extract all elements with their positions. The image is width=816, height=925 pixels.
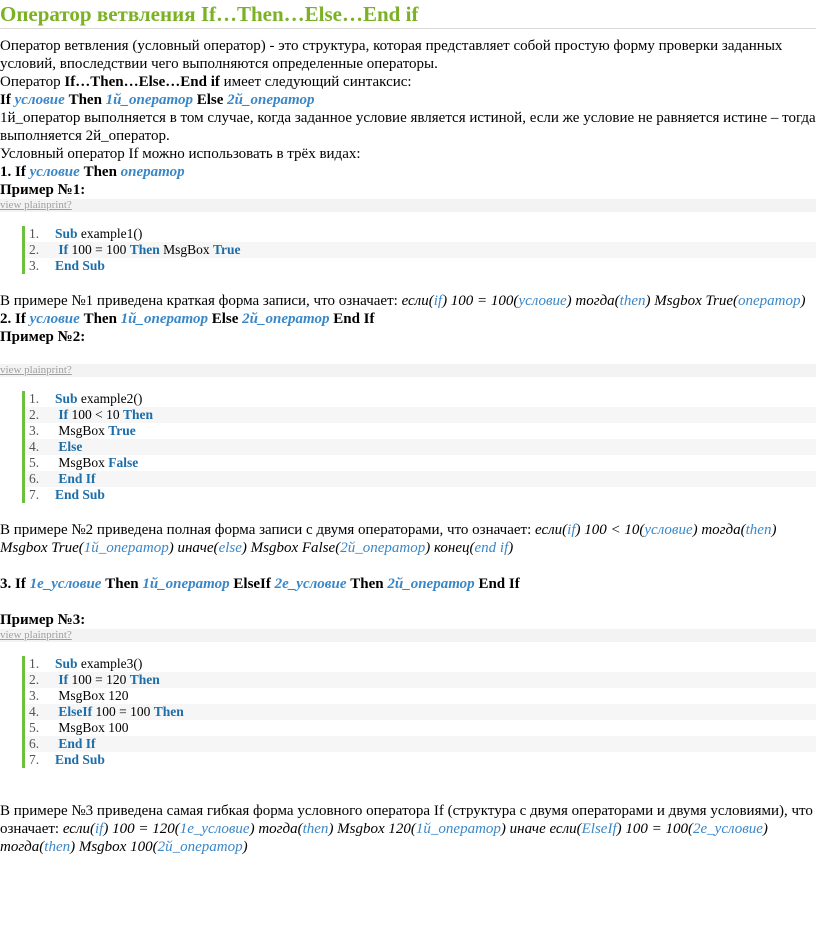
example3-description — [0, 802, 816, 856]
code-text — [55, 258, 105, 274]
code-keyword: If — [58, 407, 69, 422]
view-plainprint-link-1[interactable]: view plainprint? — [0, 199, 816, 212]
text: ) Msgbox True( — [645, 293, 738, 309]
text: 1й_оператор — [105, 92, 193, 108]
text: 2й_оператор — [340, 540, 426, 556]
text: 1. If — [0, 164, 30, 180]
text: 1й_оператор — [415, 821, 501, 837]
text: условие — [518, 293, 567, 309]
code-line — [25, 439, 816, 455]
text: ) Msgbox False( — [241, 540, 341, 556]
text: условие — [14, 92, 65, 108]
code-keyword: End Sub — [55, 258, 105, 273]
text: ) — [242, 839, 248, 855]
text: условие — [29, 164, 80, 180]
code-keyword: Then — [153, 704, 184, 719]
text: В примере №1 приведена краткая форма записи, что означает: — [0, 293, 402, 309]
text: Then — [64, 92, 106, 108]
code-line — [25, 391, 816, 407]
line-number: 5. — [29, 720, 40, 735]
text: 3. If — [0, 576, 30, 592]
code-text — [55, 407, 153, 423]
code-keyword: Sub — [55, 226, 78, 241]
code-text — [55, 752, 105, 768]
code-keyword: If — [58, 672, 69, 687]
code-keyword: End Sub — [55, 752, 105, 767]
text: then — [619, 293, 646, 309]
code-fragment: 100 = 100 — [92, 704, 154, 719]
code-line — [25, 242, 816, 258]
code-fragment: example1() — [77, 226, 143, 241]
code-text — [55, 688, 129, 704]
code-line — [25, 688, 816, 704]
line-number: 2. — [29, 242, 40, 257]
text: then — [302, 821, 329, 837]
code-fragment: MsgBox — [58, 423, 109, 438]
text: если( — [62, 821, 95, 837]
code-line — [25, 455, 816, 471]
syntax-line — [0, 91, 816, 109]
form2-heading — [0, 310, 816, 328]
code-line — [25, 471, 816, 487]
line-number: 1. — [29, 656, 40, 671]
text: ) 100 = 100( — [616, 821, 694, 837]
code-fragment: 100 = 100 — [68, 242, 130, 257]
code-block-3 — [22, 656, 816, 768]
text: then — [44, 839, 71, 855]
text: if — [567, 522, 576, 538]
text: if — [95, 821, 104, 837]
text: условие — [29, 311, 80, 327]
text: If…Then…Else…End if — [64, 74, 220, 90]
line-number: 3. — [29, 258, 40, 273]
text: Пример №3: — [0, 612, 86, 628]
text: end if — [474, 540, 509, 556]
text: 2е_условие — [274, 576, 347, 592]
code-fragment: 100 = 120 — [68, 672, 130, 687]
text: Else — [207, 311, 243, 327]
code-text — [55, 423, 136, 439]
line-number: 3. — [29, 688, 40, 703]
code-line — [25, 752, 816, 768]
text: 2. If — [0, 311, 30, 327]
text: ) Msgbox True( — [0, 522, 777, 556]
text: 1й_оператор — [142, 576, 230, 592]
text: Пример №2: — [0, 329, 86, 345]
text: оператор — [738, 293, 801, 309]
code-keyword: Then — [129, 242, 160, 257]
code-line — [25, 423, 816, 439]
code-text — [55, 226, 142, 242]
example2-description — [0, 521, 816, 557]
text: ) конец( — [425, 540, 475, 556]
code-keyword: End If — [58, 736, 96, 751]
line-number: 1. — [29, 226, 40, 241]
code-keyword: True — [108, 423, 136, 438]
code-keyword: Then — [123, 407, 154, 422]
text: ElseIf — [581, 821, 617, 837]
code-text — [55, 455, 138, 471]
code-fragment: example2() — [77, 391, 143, 406]
code-text — [55, 391, 142, 407]
code-text — [55, 471, 96, 487]
text: 2й_оператор — [157, 839, 243, 855]
text: ) иначе( — [168, 540, 219, 556]
code-line — [25, 258, 816, 274]
text: ) — [508, 540, 514, 556]
text: 1е_условие — [29, 576, 102, 592]
text: Else — [192, 92, 228, 108]
code-text — [55, 704, 184, 720]
line-number: 5. — [29, 455, 40, 470]
code-keyword: False — [108, 455, 139, 470]
code-text — [55, 487, 105, 503]
line-number: 6. — [29, 736, 40, 751]
example1-description — [0, 292, 816, 310]
form3-heading — [0, 575, 816, 593]
text: ) тогда( — [566, 293, 620, 309]
code-fragment: example3() — [77, 656, 143, 671]
code-keyword: End Sub — [55, 487, 105, 502]
text: 2й_оператор — [387, 576, 475, 592]
text: End If — [474, 576, 520, 592]
text: ) тогда( — [692, 522, 746, 538]
line-number: 4. — [29, 704, 40, 719]
code-fragment: MsgBox — [159, 242, 214, 257]
code-text — [55, 656, 142, 672]
code-text — [55, 672, 160, 688]
text: ) иначе если( — [500, 821, 582, 837]
code-line — [25, 407, 816, 423]
code-keyword: End If — [58, 471, 96, 486]
text: 2е_условие — [693, 821, 763, 837]
text: В примере №2 приведена полная форма записи с двумя операторами, что означает: — [0, 522, 536, 538]
text: Then — [346, 576, 388, 592]
text: если( — [401, 293, 434, 309]
code-fragment: 100 < 10 — [68, 407, 123, 422]
text: ) Msgbox 120( — [328, 821, 416, 837]
code-keyword: ElseIf — [58, 704, 93, 719]
line-number: 7. — [29, 487, 40, 502]
text: если( — [535, 522, 568, 538]
code-line — [25, 226, 816, 242]
code-line — [25, 672, 816, 688]
text: Then — [79, 311, 121, 327]
code-line — [25, 487, 816, 503]
text: ) 100 = 100( — [442, 293, 519, 309]
example2-title — [0, 328, 816, 346]
text: 1й_оператор — [83, 540, 169, 556]
code-fragment: MsgBox 100 — [58, 720, 129, 735]
text: оператор — [120, 164, 185, 180]
text: ) тогда( — [0, 821, 768, 855]
line-number: 6. — [29, 471, 40, 486]
code-line — [25, 720, 816, 736]
text: if — [433, 293, 443, 309]
view-plainprint-link-3[interactable]: view plainprint? — [0, 629, 816, 642]
explanation-paragraph: 1й_оператор выполняется в том случае, когда заданное условие является истиной, если же условие не равняется истине – тогда выполняется 2й_оператор. — [0, 110, 816, 144]
text: имеет следующий синтаксис: — [219, 74, 412, 90]
forms-intro: Условный оператор If можно использовать в трёх видах: — [0, 146, 361, 162]
text: ) Msgbox 100( — [70, 839, 158, 855]
text: 1е_условие — [179, 821, 250, 837]
code-text — [55, 720, 129, 736]
text: Then — [79, 164, 121, 180]
text: 2й_оператор — [227, 92, 315, 108]
text: If — [0, 92, 15, 108]
code-block-1 — [22, 226, 816, 274]
line-number: 2. — [29, 672, 40, 687]
code-line — [25, 704, 816, 720]
line-number: 1. — [29, 391, 40, 406]
line-number: 3. — [29, 423, 40, 438]
text: Then — [101, 576, 143, 592]
view-plainprint-link-2[interactable]: view plainprint? — [0, 364, 816, 377]
text: условие — [644, 522, 693, 538]
code-fragment: MsgBox 120 — [58, 688, 129, 703]
example1-title — [0, 181, 816, 199]
line-number: 2. — [29, 407, 40, 422]
text: ) — [800, 293, 806, 309]
text: End If — [329, 311, 375, 327]
code-text — [55, 242, 241, 258]
code-line — [25, 736, 816, 752]
text: Оператор — [0, 74, 65, 90]
code-text — [55, 439, 82, 455]
text: В примере №3 приведена самая гибкая форма условного оператора If (структура с двумя операторами и двумя условиями), что означает: — [0, 803, 813, 837]
code-keyword: Sub — [55, 391, 78, 406]
intro-paragraph: Оператор ветвления (условный оператор) - это структура, которая представляет собой простую форму проверки заданных условий, впоследствии чего выполняются определенные операторы. — [0, 38, 783, 72]
text: ) 100 = 120( — [103, 821, 180, 837]
page-title: Оператор ветвления If…Then…Else…End if — [0, 0, 816, 29]
code-fragment: MsgBox — [58, 455, 109, 470]
text: else — [218, 540, 242, 556]
code-keyword: Else — [58, 439, 83, 454]
line-number: 4. — [29, 439, 40, 454]
form1-heading — [0, 163, 816, 181]
code-text — [55, 736, 96, 752]
code-keyword: Sub — [55, 656, 78, 671]
code-block-2 — [22, 391, 816, 503]
code-keyword: Then — [129, 672, 160, 687]
code-keyword: True — [213, 242, 241, 257]
syntax-intro — [0, 73, 816, 91]
code-line — [25, 656, 816, 672]
text: then — [745, 522, 772, 538]
text: ) 100 < 10( — [575, 522, 645, 538]
text: 1й_оператор — [120, 311, 208, 327]
example3-title — [0, 611, 816, 629]
text: ) тогда( — [249, 821, 303, 837]
code-keyword: If — [58, 242, 69, 257]
line-number: 7. — [29, 752, 40, 767]
text: ElseIf — [229, 576, 275, 592]
text: Пример №1: — [0, 182, 86, 198]
text: 2й_оператор — [242, 311, 330, 327]
